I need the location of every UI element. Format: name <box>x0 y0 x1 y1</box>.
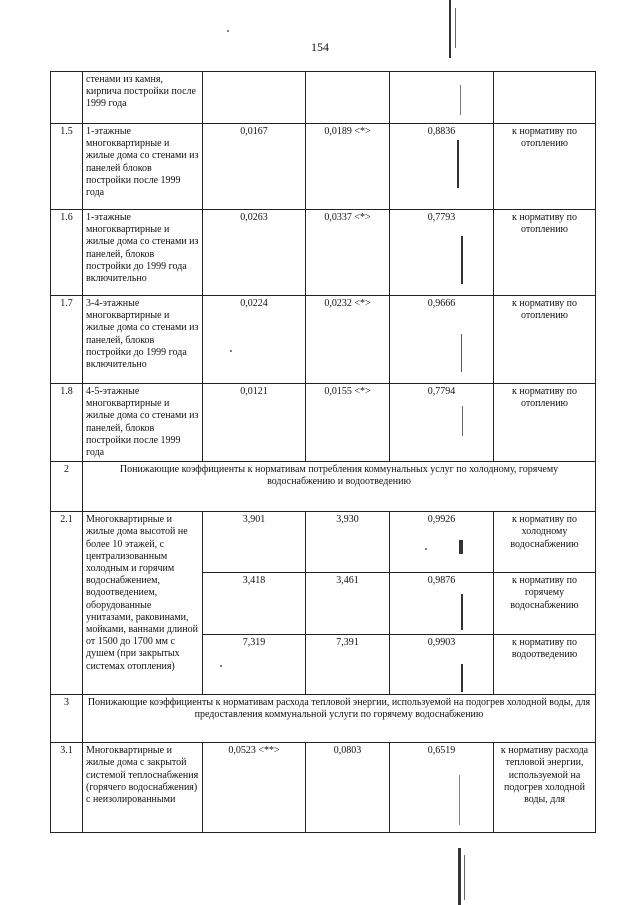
value-3: 0,7794 <box>390 384 494 462</box>
section-title: Понижающие коэффициенты к нормативам потребления коммунальных услуг по холодному, горячему водоснабжению и водоотведению <box>83 462 596 512</box>
table-row <box>51 210 596 296</box>
value-3 <box>390 72 494 124</box>
value-1: 3,901 <box>203 512 306 573</box>
value-3: 0,8836 <box>390 124 494 210</box>
section-title: Понижающие коэффициенты к нормативам расхода тепловой энергии, используемой на подогрев холодной воды, для предоставления коммунальной услуги по горячему водоснабжению <box>83 695 596 743</box>
value-1: 0,0167 <box>203 124 306 210</box>
scan-speck <box>220 665 222 667</box>
section-number: 2 <box>51 462 83 512</box>
value-2 <box>306 72 390 124</box>
table-row <box>51 124 596 210</box>
row-description: 1-этажные многоквартирные и жилые дома со стенами из панелей блоков постройки после 1999 года <box>83 124 203 210</box>
scan-artifact <box>459 775 460 825</box>
scan-speck <box>227 30 229 32</box>
row-note: к нормативу по отоплению <box>494 124 596 210</box>
value-3: 0,9876 <box>390 573 494 635</box>
value-2: 0,0189 <*> <box>306 124 390 210</box>
row-description: Многоквартирные и жилые дома высотой не более 10 этажей, с централизованным холодным и горячим водоснабжением, водоотведением, оборудованные унитазами, раковинами, мойками, ваннами длиной от 1500 до 1700 мм с душем (при закрытых системах отопления) <box>83 512 203 695</box>
value-1: 0,0224 <box>203 296 306 384</box>
value-3: 0,9666 <box>390 296 494 384</box>
section-header-row <box>51 695 596 743</box>
value-1: 7,319 <box>203 635 306 695</box>
table-row <box>51 296 596 384</box>
value-2: 0,0232 <*> <box>306 296 390 384</box>
scan-artifact <box>461 236 463 284</box>
scan-artifact <box>464 855 465 900</box>
row-note: к нормативу по холодному водоснабжению <box>494 512 596 573</box>
row-description: 1-этажные многоквартирные и жилые дома со стенами из панелей, блоков постройки до 1999 года включительно <box>83 210 203 296</box>
value-3: 0,7793 <box>390 210 494 296</box>
row-note: к нормативу по отоплению <box>494 296 596 384</box>
value-2: 0,0803 <box>306 743 390 833</box>
value-2: 0,0155 <*> <box>306 384 390 462</box>
value-2: 3,930 <box>306 512 390 573</box>
value-1: 0,0263 <box>203 210 306 296</box>
section-header-row <box>51 462 596 512</box>
row-number: 1.8 <box>51 384 83 462</box>
scan-artifact <box>449 0 451 58</box>
section-number: 3 <box>51 695 83 743</box>
row-note: к нормативу по водоотведению <box>494 635 596 695</box>
scan-artifact <box>461 334 462 372</box>
row-note <box>494 72 596 124</box>
row-note: к нормативу по отоплению <box>494 210 596 296</box>
table-row <box>51 384 596 462</box>
value-3: 0,9903 <box>390 635 494 695</box>
row-number: 1.6 <box>51 210 83 296</box>
scan-artifact <box>455 8 456 48</box>
value-1: 0,0121 <box>203 384 306 462</box>
scan-speck <box>425 548 427 550</box>
value-1: 3,418 <box>203 573 306 635</box>
row-note: к нормативу по горячему водоснабжению <box>494 573 596 635</box>
value-2: 3,461 <box>306 573 390 635</box>
scan-artifact <box>460 85 461 115</box>
row-note: к нормативу расхода тепловой энергии, используемой на подогрев холодной воды, для <box>494 743 596 833</box>
coefficients-table <box>50 71 596 833</box>
scan-artifact <box>457 140 459 188</box>
value-1 <box>203 72 306 124</box>
table-row <box>51 512 596 573</box>
value-1: 0,0523 <**> <box>203 743 306 833</box>
row-description: 3-4-этажные многоквартирные и жилые дома со стенами из панелей, блоков постройки до 1999 года включительно <box>83 296 203 384</box>
scan-artifact <box>458 848 461 905</box>
row-number: 2.1 <box>51 512 83 695</box>
scan-artifact <box>461 664 463 692</box>
row-number <box>51 72 83 124</box>
value-3: 0,6519 <box>390 743 494 833</box>
row-number: 1.5 <box>51 124 83 210</box>
scan-artifact <box>459 540 463 554</box>
row-note: к нормативу по отоплению <box>494 384 596 462</box>
scan-artifact <box>462 406 463 436</box>
value-2: 7,391 <box>306 635 390 695</box>
scan-artifact <box>461 594 463 630</box>
value-3: 0,9926 <box>390 512 494 573</box>
row-description: 4-5-этажные многоквартирные и жилые дома со стенами из панелей, блоков постройки после 1999 года <box>83 384 203 462</box>
value-2: 0,0337 <*> <box>306 210 390 296</box>
table-row <box>51 743 596 833</box>
page-number: 154 <box>311 40 329 54</box>
row-number: 1.7 <box>51 296 83 384</box>
row-description: стенами из камня, кирпича постройки после 1999 года <box>83 72 203 124</box>
table-row <box>51 72 596 124</box>
row-number: 3.1 <box>51 743 83 833</box>
row-description: Многоквартирные и жилые дома с закрытой системой теплоснабжения (горячего водоснабжения) с неизолированными <box>83 743 203 833</box>
scan-speck <box>230 350 232 352</box>
